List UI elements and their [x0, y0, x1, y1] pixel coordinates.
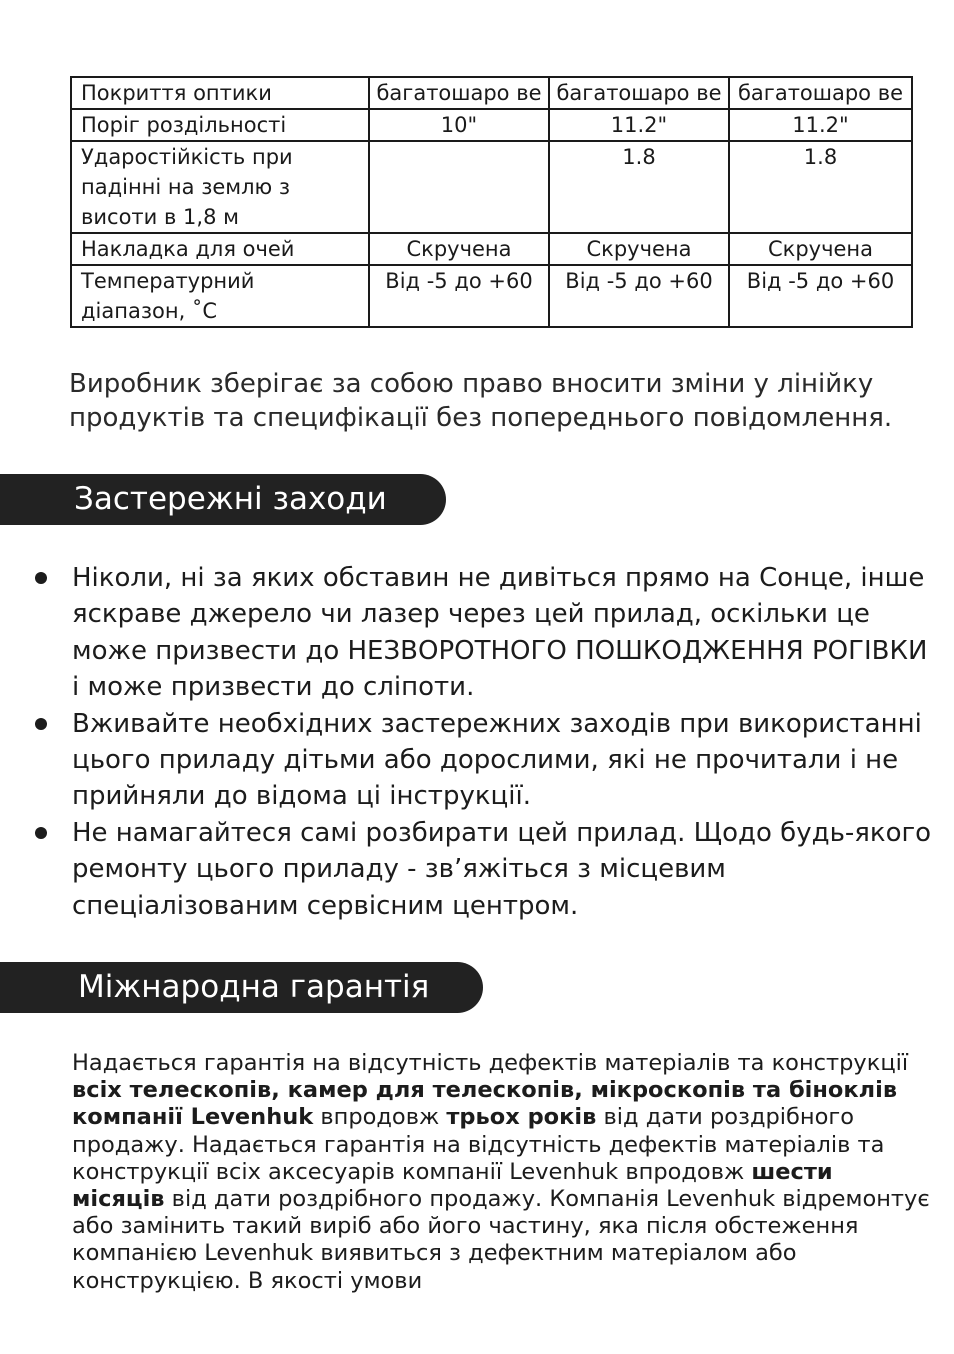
section-heading-precautions: Застережні заходи [0, 474, 446, 525]
table-cell: 11.2" [549, 109, 729, 141]
list-item [72, 560, 932, 706]
warranty-text-part: Надається гарантія на відсутність дефектів матеріалів та конструкції [72, 1050, 909, 1076]
list-item-text: Не намагайтеся самі розбирати цей прилад. Щодо будь-якого ремонту цього приладу - зв’яжіться з місцевим спеціалізованим сервісним центром. [72, 817, 932, 921]
table-cell: Скручена [549, 233, 729, 265]
table-cell: багатошаро ве [369, 77, 549, 109]
specs-table [70, 76, 913, 328]
precautions-list [72, 560, 932, 924]
bullet-icon [35, 572, 47, 584]
table-row [71, 265, 912, 327]
table-cell: 11.2" [729, 109, 912, 141]
table-cell: 10" [369, 109, 549, 141]
table-cell: багатошаро ве [729, 77, 912, 109]
list-item [72, 706, 932, 815]
warranty-bold-accessory-term: шести місяців [72, 1158, 833, 1213]
warranty-bold-products: всіх телескопів, камер для телескопів, мікроскопів та біноклів компанії Levenhuk [72, 1077, 898, 1131]
list-item-text: Ніколи, ні за яких обставин не дивіться прямо на Сонце, інше яскраве джерело чи лазер через цей прилад, оскільки це може призвести до НЕЗВОРОТНОГО ПОШКОДЖЕННЯ РОГІВКИ і може призвести до сліпоти. [72, 563, 928, 703]
table-cell: Від -5 до +60 [369, 265, 549, 327]
table-row [71, 109, 912, 141]
warranty-text-part: впродовж [313, 1104, 447, 1131]
table-cell-label: Ударостійкість при падінні на землю з висоти в 1,8 м [71, 141, 369, 233]
table-cell-label: Накладка для очей [71, 233, 369, 265]
table-cell-label: Поріг роздільності [71, 109, 369, 141]
list-item-text: Вживайте необхідних застережних заходів при використанні цього приладу дітьми або дорослими, які не прочитали і не прийняли до відома ці інструкції. [72, 708, 922, 812]
table-cell: багатошаро ве [549, 77, 729, 109]
section-heading-warranty: Міжнародна гарантія [0, 962, 483, 1013]
warranty-text-part: від дати роздрібного продажу. Надається гарантія на відсутність дефектів матеріалів та конструкції всіх аксесуарів компанії Levenhuk впродовж [72, 1104, 885, 1185]
warranty-text-part: від дати роздрібного продажу. Компанія Levenhuk відремонтує або замінить такий виріб або його частину, яка після обстеження компанією Levenhuk виявиться з дефектним матеріалом або конструкцією. В якості умови [72, 1186, 930, 1294]
table-cell: 1.8 [729, 141, 912, 233]
bullet-icon [35, 718, 47, 730]
warranty-bold-term: трьох років [446, 1104, 597, 1131]
list-item [72, 815, 932, 924]
table-cell: Скручена [369, 233, 549, 265]
table-cell-label: Покриття оптики [71, 77, 369, 109]
table-cell: Від -5 до +60 [729, 265, 912, 327]
table-cell: 1.8 [549, 141, 729, 233]
warranty-text [72, 1050, 932, 1295]
bullet-icon [35, 827, 47, 839]
table-cell: Від -5 до +60 [549, 265, 729, 327]
table-row [71, 141, 912, 233]
table-cell-label: Температурний діапазон, ˚С [71, 265, 369, 327]
table-row [71, 77, 912, 109]
table-cell [369, 141, 549, 233]
disclaimer-note: Виробник зберігає за собою право вносити зміни у лінійку продуктів та специфікації без попереднього повідомлення. [69, 369, 893, 433]
table-row [71, 233, 912, 265]
table-cell: Скручена [729, 233, 912, 265]
